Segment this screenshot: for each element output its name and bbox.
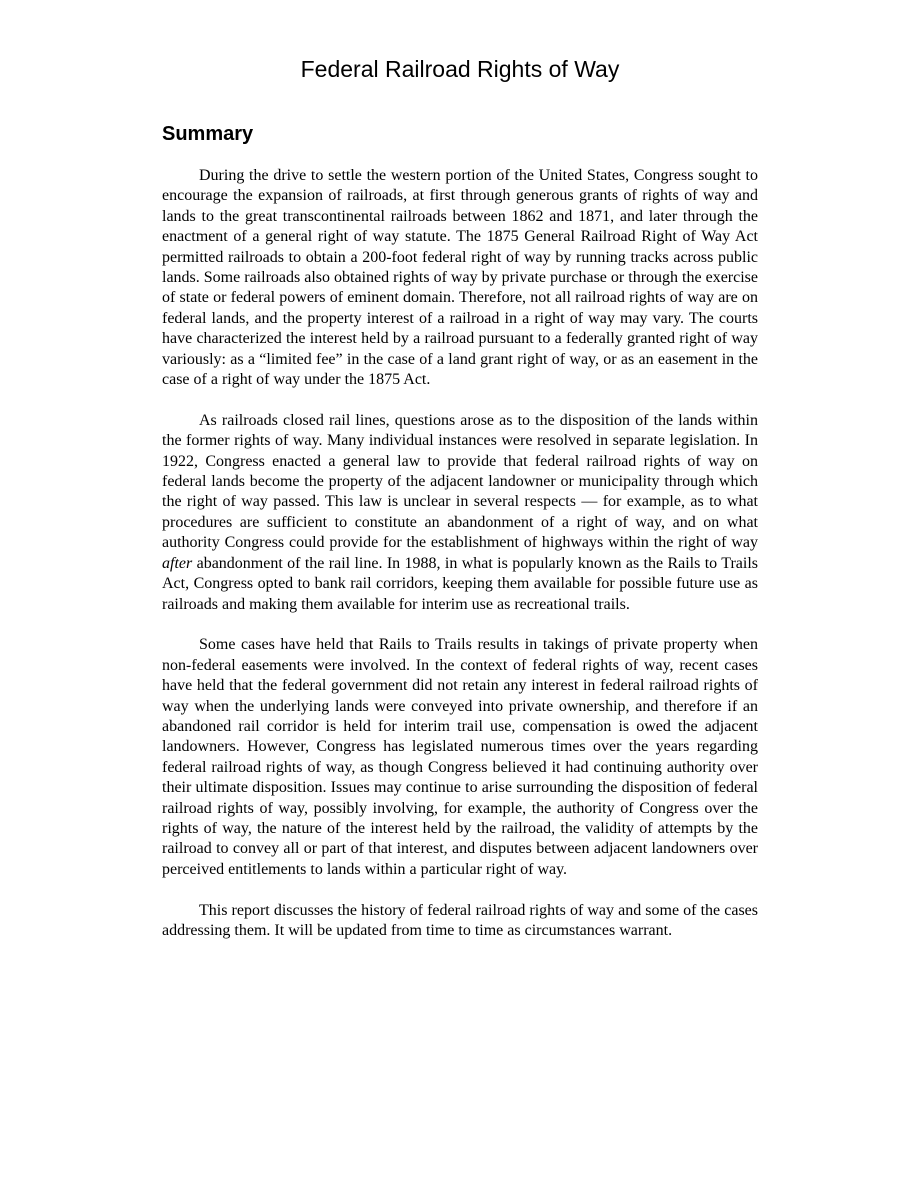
summary-paragraph-3: Some cases have held that Rails to Trails results in takings of private property when non-federal easements were involved. In the context of federal rights of way, recent cases have held that the federal government did not retain any interest in federal railroad rights of way when the underlying lands were conveyed into private ownership, and therefore if an abandoned rail corridor is held for interim trail use, compensation is owed the adjacent landowners. However, Congress has legislated numerous times over the years regarding federal railroad rights of way, as though Congress believed it had continuing authority over their ultimate disposition. Issues may continue to arise surrounding the disposition of federal railroad rights of way, possibly involving, for example, the authority of Congress over the rights of way, the nature of the interest held by the railroad, the validity of attempts by the railroad to convey all or part of that interest, and disputes between adjacent landowners over perceived entitlements to lands within a particular right of way. <box>162 636 758 878</box>
summary-paragraph-2 <box>162 411 758 615</box>
summary-paragraph-1: During the drive to settle the western portion of the United States, Congress sought to encourage the expansion of railroads, at first through generous grants of rights of way and lands to the great transcontinental railroads between 1862 and 1871, and later through the enactment of a general right of way statute. The 1875 General Railroad Right of Way Act permitted railroads to obtain a 200-foot federal right of way by running tracks across public lands. Some railroads also obtained rights of way by private purchase or through the exercise of state or federal powers of eminent domain. Therefore, not all railroad rights of way are on federal lands, and the property interest of a railroad in a right of way may vary. The courts have characterized the interest held by a railroad pursuant to a federally granted right of way variously: as a “limited fee” in the case of a land grant right of way, or as an easement in the case of a right of way under the 1875 Act. <box>162 167 758 389</box>
paragraph-2-text-before: As railroads closed rail lines, questions arose as to the disposition of the lands within the former rights of way. Many individual instances were resolved in separate legislation. In 1922, Congress enacted a general law to provide that federal railroad rights of way on federal lands become the property of the adjacent landowner or municipality through which the right of way passed. This law is unclear in several respects — for example, as to what procedures are sufficient to constitute an abandonment of a right of way, and on what authority Congress could provide for the establishment of highways within the right of way <box>162 411 758 552</box>
summary-heading: Summary <box>162 123 254 145</box>
paragraph-2-emphasis: after <box>162 554 193 572</box>
summary-body <box>162 166 758 962</box>
summary-paragraph-4: This report discusses the history of federal railroad rights of way and some of the cases addressing them. It will be updated from time to time as circumstances warrant. <box>162 901 758 939</box>
page-title: Federal Railroad Rights of Way <box>300 56 620 82</box>
paragraph-2-text-after: abandonment of the rail line. In 1988, in what is popularly known as the Rails to Trails Act, Congress opted to bank rail corridors, keeping them available for possible future use as railroads and making them available for interim use as recreational trails. <box>162 554 758 613</box>
